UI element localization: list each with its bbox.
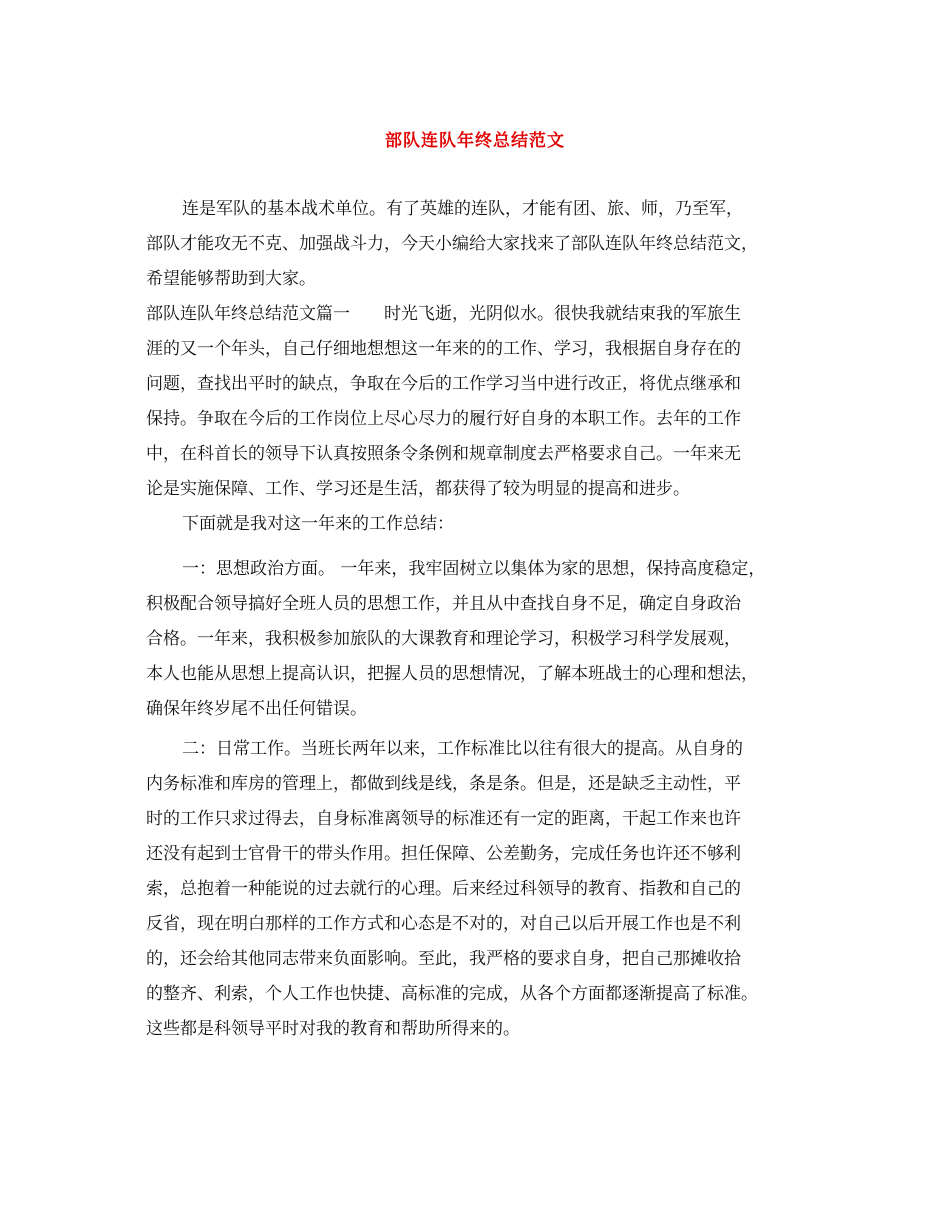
document-title: 部队连队年终总结范文 xyxy=(385,131,565,151)
text-line-p4-6: 反省，现在明白那样的工作方式和心态是不对的，对自己以后开展工作也是不利 xyxy=(146,914,741,934)
text-line-p1-5: 中，在科首长的领导下认真按照条令条例和规章制度去严格要求自己。一年来无 xyxy=(146,444,741,464)
text-line-p3-1: 一：思想政治方面。 一年来，我牢固树立以集体为家的思想，保持高度稳定， xyxy=(182,559,766,579)
text-line-p4-7: 的，还会给其他同志带来负面影响。至此，我严格的要求自身，把自己那摊收拾 xyxy=(146,949,741,969)
text-line-p1-2: 涯的又一个年头，自己仔细地想想这一年来的的工作、学习，我根据自身存在的 xyxy=(146,339,741,359)
text-line-p4-3: 时的工作只求过得去，自身标准离领导的标准还有一定的距离，干起工作来也许 xyxy=(146,809,741,829)
text-line-p1-6: 论是实施保障、工作、学习还是生活，都获得了较为明显的提高和进步。 xyxy=(146,479,690,499)
text-line-p4-2: 内务标准和库房的管理上，都做到线是线，条是条。但是，还是缺乏主动性，平 xyxy=(146,774,741,794)
text-line-p3-2: 积极配合领导搞好全班人员的思想工作，并且从中查找自身不足，确定自身政治 xyxy=(146,594,741,614)
text-line-p2-1: 下面就是我对这一年来的工作总结： xyxy=(182,514,454,534)
text-line-p4-4: 还没有起到士官骨干的带头作用。担任保障、公差勤务，完成任务也许还不够利 xyxy=(146,844,741,864)
text-line-section-heading: 部队连队年终总结范文篇一 时光飞逝，光阴似水。很快我就结束我的军旅生 xyxy=(146,304,741,324)
text-line-p3-4: 本人也能从思想上提高认识，把握人员的思想情况，了解本班战士的心理和想法， xyxy=(146,664,758,684)
text-line-p3-5: 确保年终岁尾不出任何错误。 xyxy=(146,699,367,719)
text-line-p4-8: 的整齐、利索，个人工作也快捷、高标准的完成，从各个方面都逐渐提高了标准。 xyxy=(146,984,758,1004)
text-line-p1-4: 保持。争取在今后的工作岗位上尽心尽力的履行好自身的本职工作。去年的工作 xyxy=(146,409,741,429)
text-line-p3-3: 合格。一年来，我积极参加旅队的大课教育和理论学习，积极学习科学发展观， xyxy=(146,629,741,649)
text-line-p4-5: 索，总抱着一种能说的过去就行的心理。后来经过科领导的教育、指教和自己的 xyxy=(146,879,741,899)
text-line-p4-9: 这些都是科领导平时对我的教育和帮助所得来的。 xyxy=(146,1019,520,1039)
text-line-intro-1: 连是军队的基本战术单位。有了英雄的连队，才能有团、旅、师，乃至军， xyxy=(182,199,743,219)
text-line-intro-3: 希望能够帮助到大家。 xyxy=(146,269,316,289)
text-line-p4-1: 二：日常工作。当班长两年以来，工作标准比以往有很大的提高。从自身的 xyxy=(182,739,743,759)
text-line-intro-2: 部队才能攻无不克、加强战斗力，今天小编给大家找来了部队连队年终总结范文， xyxy=(146,234,758,254)
text-line-p1-3: 问题，查找出平时的缺点，争取在今后的工作学习当中进行改正，将优点继承和 xyxy=(146,374,741,394)
